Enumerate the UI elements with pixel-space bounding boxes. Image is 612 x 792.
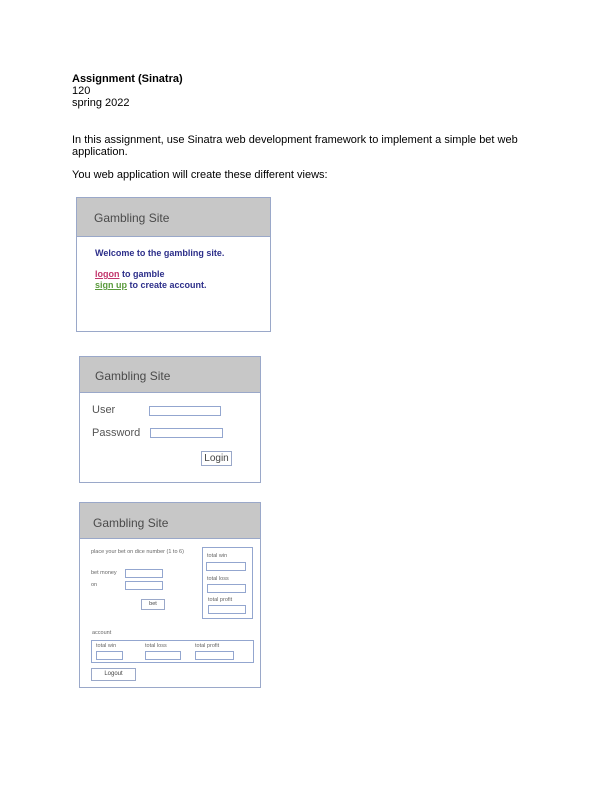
account-panel	[91, 640, 254, 663]
bet-view-mockup	[79, 502, 261, 688]
signup-link[interactable]: sign up	[95, 280, 127, 290]
signup-line	[95, 280, 207, 290]
logon-line	[95, 269, 165, 279]
signup-suffix: to create account.	[127, 280, 207, 290]
login-header-title: Gambling Site	[95, 369, 171, 383]
login-view-mockup	[79, 356, 261, 483]
logon-link[interactable]: logon	[95, 269, 120, 279]
logon-suffix: to gamble	[119, 269, 165, 279]
bet-header-title: Gambling Site	[93, 516, 169, 530]
intro-paragraph-line1: In this assignment, use Sinatra web development framework to implement a simple bet web	[72, 134, 518, 146]
stats-total-win-field	[206, 562, 246, 571]
intro-paragraph-line2: application.	[72, 146, 128, 158]
user-input[interactable]	[149, 406, 221, 416]
password-label: Password	[92, 427, 141, 439]
stats-total-profit-field	[208, 605, 246, 614]
login-button[interactable]: Login	[201, 451, 232, 466]
account-total-profit-label: total profit	[195, 643, 220, 649]
password-input[interactable]	[150, 428, 223, 438]
bet-money-label: bet money	[91, 570, 117, 576]
user-label: User	[92, 404, 116, 416]
stats-panel	[202, 547, 253, 619]
logout-button[interactable]: Logout	[91, 668, 136, 681]
doc-title: Assignment (Sinatra)	[72, 73, 183, 85]
dice-number-input[interactable]	[125, 581, 163, 590]
account-label: account	[92, 630, 112, 636]
welcome-message: Welcome to the gambling site.	[95, 248, 225, 258]
stats-total-win-label: total win	[207, 553, 228, 559]
stats-total-profit-label: total profit	[208, 597, 233, 603]
dice-number-label: on	[91, 582, 98, 588]
account-total-win-label: total win	[96, 643, 117, 649]
course-number: 120	[72, 85, 91, 97]
bet-money-input[interactable]	[125, 569, 163, 578]
account-total-win-field	[96, 651, 123, 660]
stats-total-loss-field	[207, 584, 246, 593]
views-intro: You web application will create these different views:	[72, 169, 328, 181]
account-total-loss-field	[145, 651, 181, 660]
bet-instruction: place your bet on dice number (1 to 6)	[91, 549, 184, 555]
welcome-view-mockup	[76, 197, 271, 332]
welcome-header-title: Gambling Site	[94, 211, 170, 225]
bet-header-bar	[80, 503, 260, 539]
account-total-profit-field	[195, 651, 234, 660]
account-total-loss-label: total loss	[145, 643, 167, 649]
term: spring 2022	[72, 97, 130, 109]
bet-button[interactable]: bet	[141, 599, 165, 610]
welcome-header-bar	[77, 198, 270, 237]
login-header-bar	[80, 357, 260, 393]
stats-total-loss-label: total loss	[207, 576, 229, 582]
